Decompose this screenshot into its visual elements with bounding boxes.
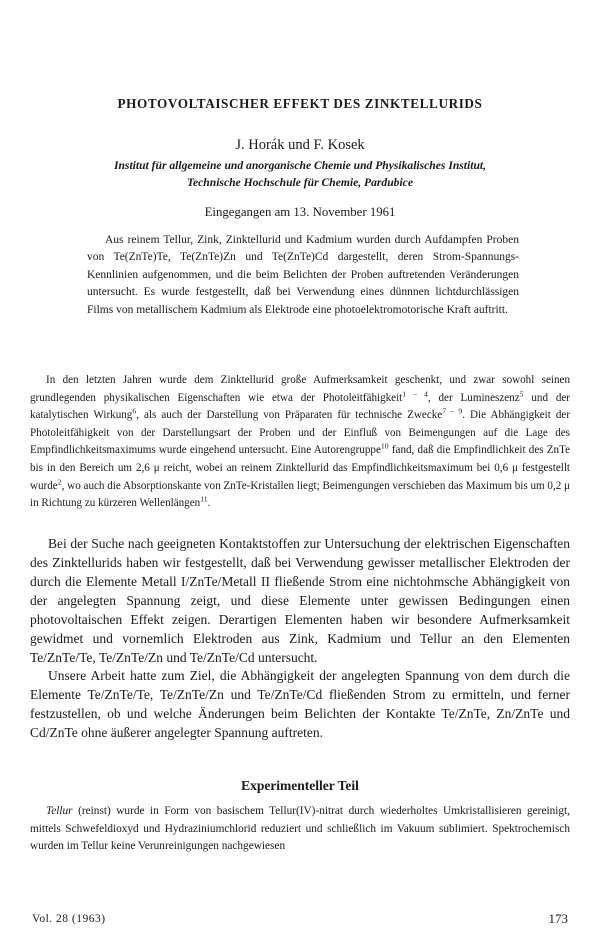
page-number: 173 <box>548 911 568 926</box>
intro-text: und der katalytischen Wirkung <box>30 391 570 422</box>
intro-text: . <box>207 497 211 510</box>
intro-text: In den letzten Jahren wurde dem Zinktellurid große Aufmerksamkeit geschenkt, und zwar sowohl seinen grundlegenden physikalischen Eigenschaften wie etwa der Photoleitfähigkeit <box>30 374 570 404</box>
received-date: Eingegangen am 13. November 1961 <box>204 205 396 219</box>
intro-text: , der Lumineszenz <box>427 391 520 404</box>
experimental-text: (reinst) wurde in Form von basischem Tellur(IV)-nitrat durch wiederholtes Umkristallisieren gereinigt, mittels Schwefeldioxyd und Hydraziniumchlorid reduziert und schließlich im Vakuum sublimiert. Spektrochemisch wurden im Tellur keine Verunreinigungen nachgewiesen <box>30 805 570 853</box>
abstract: Aus reinem Tellur, Zink, Zinktellurid und Kadmium wurden durch Aufdampfen Proben von Te(ZnTe)Te, Te(ZnTe)Zn und Te(ZnTe)Cd dargestellt, deren Strom-Spannungs-Kennlinien aufgenommen, und die beim Belichten der Proben auftretenden Veränderungen untersucht. Es wurde festgestellt, daß bei Verwendung eines dünnnen lichtdurchlässigen Films von metallischem Kadmium als Elektrode eine photoelektromotorische Kraft auftritt. <box>87 234 519 316</box>
introduction-paragraph <box>30 372 570 513</box>
experimental-lead: Tellur <box>46 805 73 817</box>
footer-volume: Vol. 28 (1963) <box>32 913 106 925</box>
intro-text: fand, daß die Empfindlichkeit des ZnTe bis in den Bereich um 2,6 μ reicht, wobei an reinem Zinktellurid das Empfindlichkeitsmaximum bei 0,6 μ festgestellt wurde <box>30 444 570 492</box>
experimental-paragraph <box>30 803 570 856</box>
authors: J. Horák und F. Kosek <box>235 137 365 153</box>
reference: 1 – 4 <box>402 388 428 398</box>
affiliation-line-1: Institut für allgemeine und anorganische Chemie und Physikalisches Institut, <box>113 159 487 172</box>
body-paragraph-2: Unsere Arbeit hatte zum Ziel, die Abhängigkeit der angelegten Spannung von dem durch die Elemente Te/ZnTe/Te, Te/ZnTe/Zn und Te/ZnTe/Cd fließenden Strom zu ermitteln, und ferner festzustellen, ob und welche Änderungen beim Belichten der Kontakte Te/ZnTe, Zn/ZnTe und Cd/ZnTe ohne äußerer angelegter Spannung auftreten. <box>30 668 570 740</box>
article-title: PHOTOVOLTAISCHER EFFEKT DES ZINKTELLURIDS <box>117 96 483 111</box>
body-paragraph-1: Bei der Suche nach geeigneten Kontaktstoffen zur Untersuchung der elektrischen Eigenschaften des Zinktellurids haben wir festgestellt, daß bei Verwendung gewisser metallischer Elektroden der durch die Elemente Metall I/ZnTe/Metall II fließende Strom eine nichtohmsche Abhängigkeit von der angelegten Spannung zeigt, und diese Elemente unter gewissen Bedingungen einen photovoltaischen Effekt zeigen. Derartigen Elementen haben wir besondere Aufmerksamkeit gewidmet und vornemlich Elektroden aus Zink, Kadmium und Tellur an den Elementen Te/ZnTe/Te, Te/ZnTe/Zn und Te/ZnTe/Cd untersucht. <box>30 536 570 665</box>
reference: 11 <box>200 494 208 504</box>
intro-text: . Die Abhängigkeit der Photoleitfähigkeit von der Darstellungsart der Proben und der Einfluß von Beimengungen auf die Lage des Empfindlichkeitsmaximums wurde eingehend untersucht. Eine Autorengruppe <box>30 409 571 457</box>
reference: 10 <box>380 441 389 451</box>
intro-text: , wo auch die Absorptionskante von ZnTe-Kristallen liegt; Beimengungen verschieben das Maximum bis um 0,2 μ in Richtung zu kürzeren Wellenlängen <box>30 479 570 510</box>
reference: 2 <box>57 476 62 486</box>
intro-text: , als auch der Darstellung von Präparaten für technische Zwecke <box>136 409 443 422</box>
affiliation-line-2: Technische Hochschule für Chemie, Pardubice <box>187 175 413 189</box>
affiliation <box>0 158 600 191</box>
section-heading: Experimenteller Teil <box>241 778 359 793</box>
reference: 6 <box>132 406 137 416</box>
reference: 5 <box>519 388 524 398</box>
reference: 7 – 9 <box>442 406 463 416</box>
